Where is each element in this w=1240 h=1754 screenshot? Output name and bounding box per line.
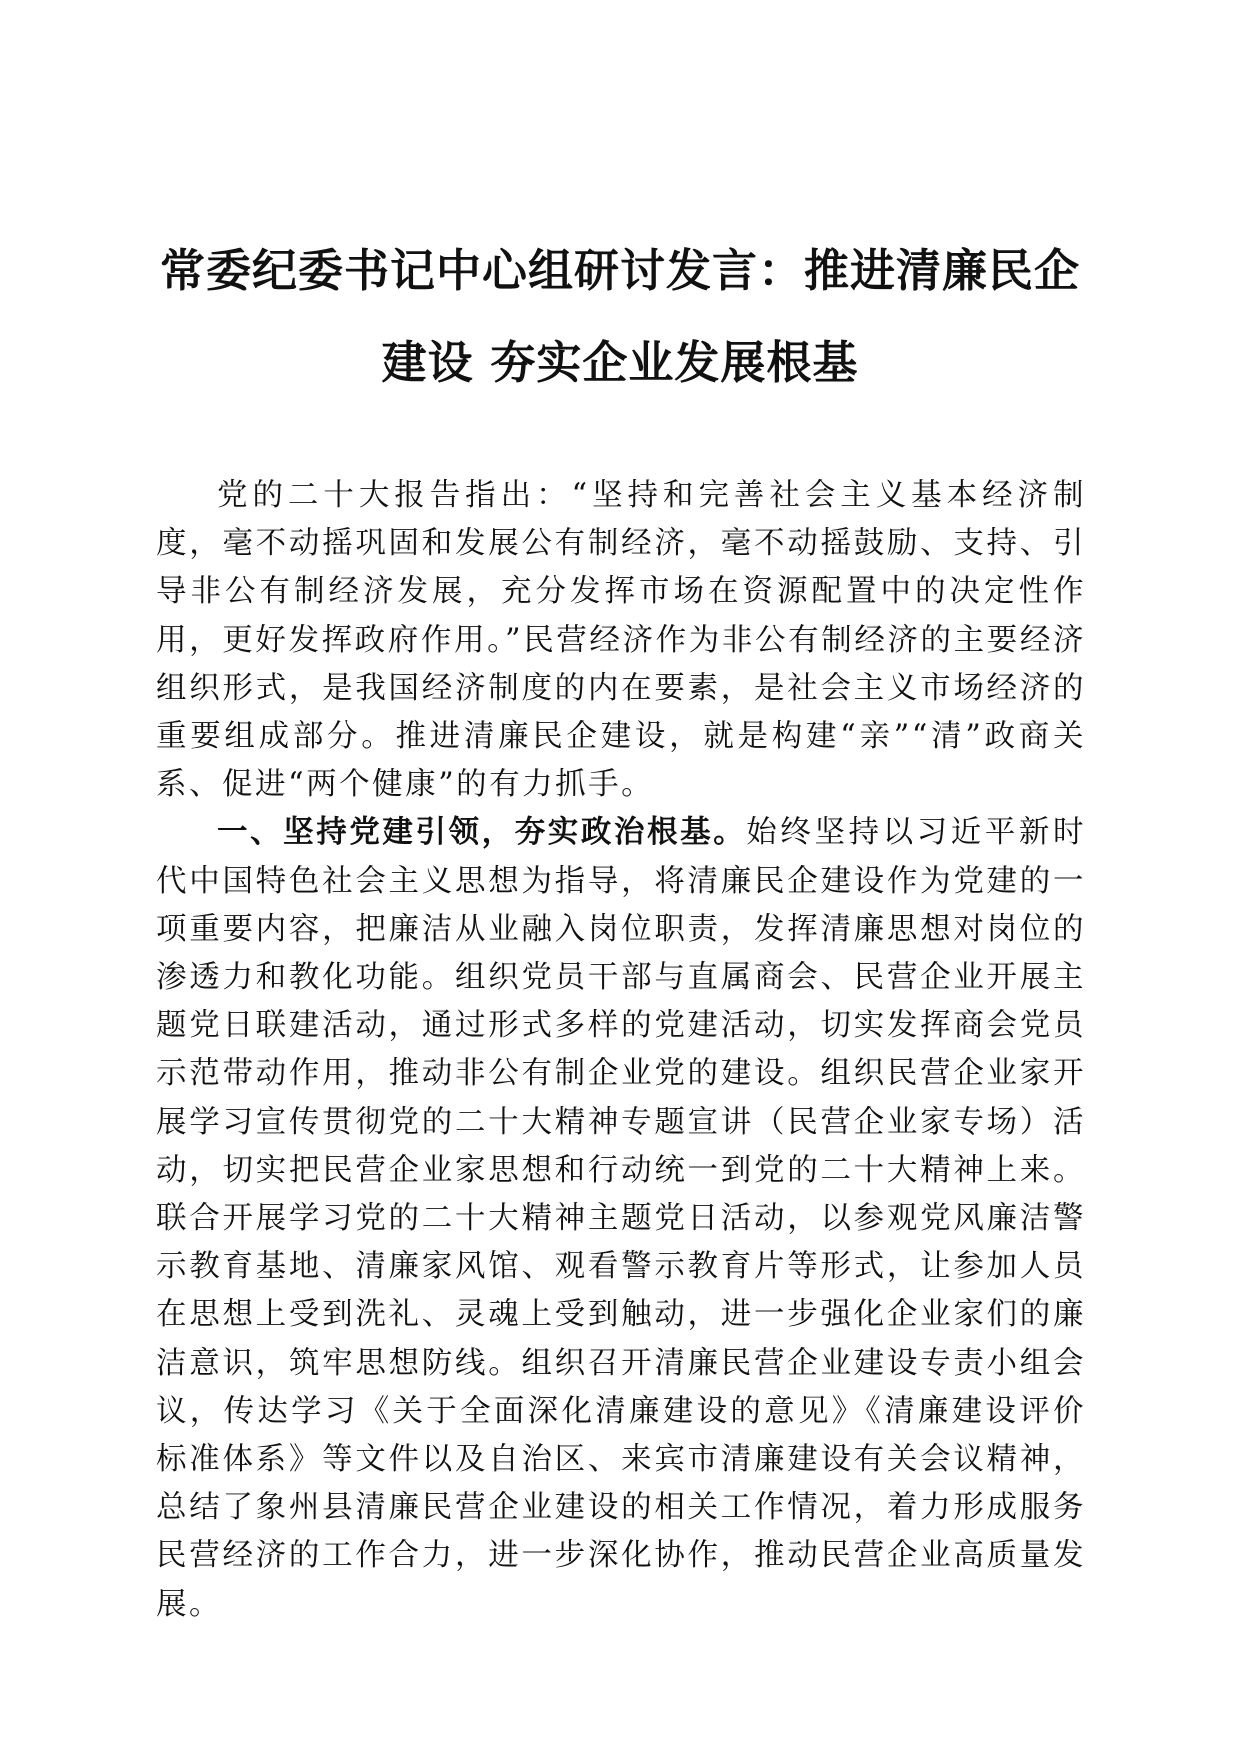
section-heading: 一、坚持党建引领，夯实政治根基。 [217,815,747,851]
paragraph-text: 党的二十大报告指出：“坚持和完善社会主义基本经济制度，毫不动摇巩固和发展公有制经济，毫不动摇鼓励、支持、引导非公有制经济发展，充分发挥市场在资源配置中的决定性作用，更好发挥政府作用。”民营经济作为非公有制经济的主要经济组织形式，是我国经济制度的内在要素，是社会主义市场经济的重要组成部分。推进清廉民企建设，就是构建“亲”“清”政商关系、促进“两个健康”的有力抓手。 [156,478,1086,803]
paragraph-intro [156,472,1086,809]
title-line-2: 建设 夯实企业发展根基 [381,336,859,389]
paragraph-section-1 [156,809,1086,1628]
title-line-1: 常委纪委书记中心组研讨发言：推进清廉民企 [159,244,1080,297]
document-body [156,472,1086,1629]
paragraph-text: 始终坚持以习近平新时代中国特色社会主义思想为指导，将清廉民企建设作为党建的一项重要内容，把廉洁从业融入岗位职责，发挥清廉思想对岗位的渗透力和教化功能。组织党员干部与直属商会、民营企业开展主题党日联建活动，通过形式多样的党建活动，切实发挥商会党员示范带动作用，推动非公有制企业党的建设。组织民营企业家开展学习宣传贯彻党的二十大精神专题宣讲（民营企业家专场）活动，切实把民营企业家思想和行动统一到党的二十大精神上来。联合开展学习党的二十大精神主题党日活动，以参观党风廉洁警示教育基地、清廉家风馆、观看警示教育片等形式，让参加人员在思想上受到洗礼、灵魂上受到触动，进一步强化企业家们的廉洁意识，筑牢思想防线。组织召开清廉民营企业建设专责小组会议，传达学习《关于全面深化清廉建设的意见》《清廉建设评价标准体系》等文件以及自治区、来宾市清廉建设有关会议精神，总结了象州县清廉民营企业建设的相关工作情况，着力形成服务民营经济的工作合力，进一步深化协作，推动民营企业高质量发展。 [156,815,1087,1622]
document-title [150,225,1090,409]
